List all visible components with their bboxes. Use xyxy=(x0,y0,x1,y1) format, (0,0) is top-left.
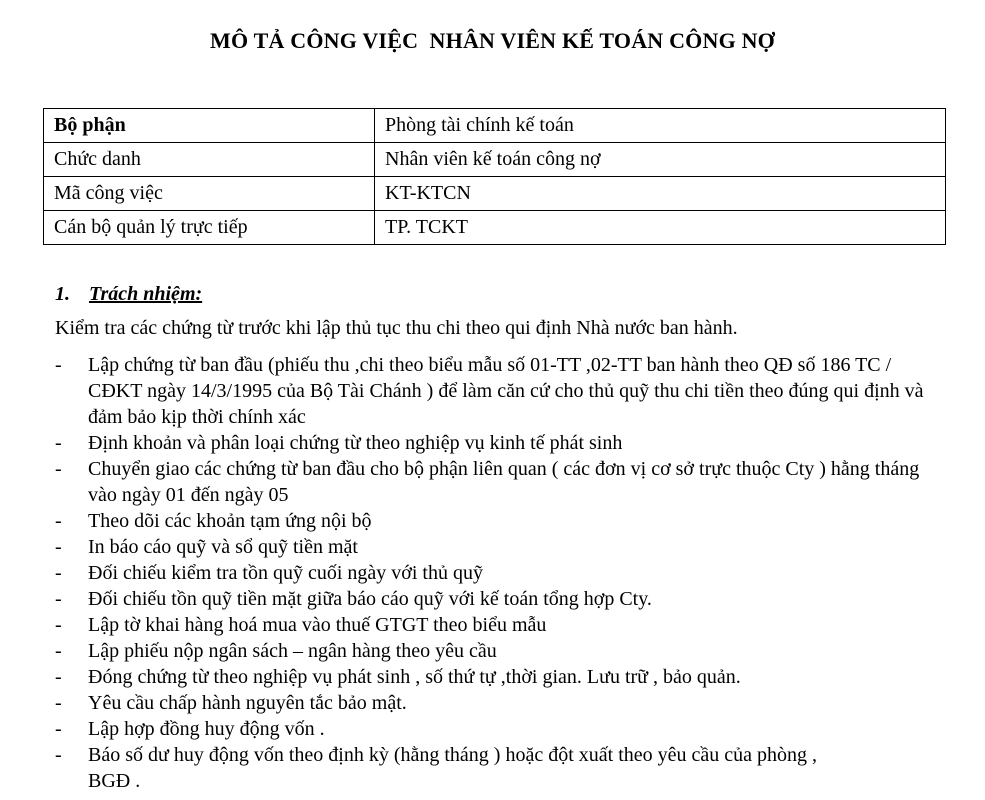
list-item-text: Theo dõi các khoản tạm ứng nội bộ xyxy=(88,510,372,532)
dash-bullet: - xyxy=(55,692,62,714)
table-row xyxy=(44,177,946,211)
duties-list xyxy=(55,352,945,794)
table-row xyxy=(44,211,946,245)
list-item-text: Đóng chứng từ theo nghiệp vụ phát sinh , số thứ tự ,thời gian. Lưu trữ , bảo quản. xyxy=(88,666,741,688)
list-item xyxy=(55,534,945,560)
list-item xyxy=(55,612,945,638)
section-intro: Kiểm tra các chứng từ trước khi lập thủ tục thu chi theo qui định Nhà nước ban hành. xyxy=(55,317,738,339)
page-title: MÔ TẢ CÔNG VIỆC NHÂN VIÊN KẾ TOÁN CÔNG NỢ xyxy=(210,28,775,53)
list-item xyxy=(55,586,945,612)
table-row xyxy=(44,143,946,177)
list-item-text: Chuyển giao các chứng từ ban đầu cho bộ phận liên quan ( các đơn vị cơ sở trực thuộc Cty ) hằng tháng vào ngày 01 đến ngày 05 xyxy=(88,458,920,506)
list-item-text: In báo cáo quỹ và sổ quỹ tiền mặt xyxy=(88,536,358,558)
list-item xyxy=(55,638,945,664)
position-value: Nhân viên kế toán công nợ xyxy=(375,143,946,177)
section-heading xyxy=(55,283,202,306)
list-item-text: Đối chiếu tồn quỹ tiền mặt giữa báo cáo quỹ với kế toán tổng hợp Cty. xyxy=(88,588,652,610)
list-item xyxy=(55,352,945,430)
dash-bullet: - xyxy=(55,458,62,480)
list-item xyxy=(55,690,945,716)
department-value: Phòng tài chính kế toán xyxy=(375,109,946,143)
list-item xyxy=(55,716,945,742)
list-item-text: Yêu cầu chấp hành nguyên tắc bảo mật. xyxy=(88,692,407,714)
job-code-label: Mã công việc xyxy=(44,177,375,211)
list-item xyxy=(55,430,945,456)
list-item-text: Lập phiếu nộp ngân sách – ngân hàng theo yêu cầu xyxy=(88,640,497,662)
job-code-value: KT-KTCN xyxy=(375,177,946,211)
dash-bullet: - xyxy=(55,588,62,610)
list-item xyxy=(55,664,945,690)
list-item-text: Định khoản và phân loại chứng từ theo nghiệp vụ kinh tế phát sinh xyxy=(88,432,623,454)
dash-bullet: - xyxy=(55,432,62,454)
dash-bullet: - xyxy=(55,744,62,766)
department-label: Bộ phận xyxy=(44,109,375,143)
list-item xyxy=(55,456,945,508)
job-info-table xyxy=(43,108,946,245)
table-row xyxy=(44,109,946,143)
dash-bullet: - xyxy=(55,614,62,636)
dash-bullet: - xyxy=(55,510,62,532)
section-title: Trách nhiệm: xyxy=(89,283,203,305)
list-item-text: Lập tờ khai hàng hoá mua vào thuế GTGT theo biểu mẫu xyxy=(88,614,547,636)
list-item-text: Lập hợp đồng huy động vốn . xyxy=(88,718,325,740)
section-number: 1. xyxy=(55,283,70,305)
list-item xyxy=(55,508,945,534)
dash-bullet: - xyxy=(55,562,62,584)
list-item xyxy=(55,560,945,586)
dash-bullet: - xyxy=(55,536,62,558)
dash-bullet: - xyxy=(55,354,62,376)
direct-manager-label: Cán bộ quản lý trực tiếp xyxy=(44,211,375,245)
direct-manager-value: TP. TCKT xyxy=(375,211,946,245)
list-item-text: Đối chiếu kiểm tra tồn quỹ cuối ngày với thủ quỹ xyxy=(88,562,483,584)
dash-bullet: - xyxy=(55,666,62,688)
dash-bullet: - xyxy=(55,640,62,662)
position-label: Chức danh xyxy=(44,143,375,177)
list-item-text: Lập chứng từ ban đầu (phiếu thu ,chi theo biểu mẫu số 01-TT ,02-TT ban hành theo QĐ số 186 TC / CĐKT ngày 14/3/1995 của Bộ Tài Chánh ) để làm căn cứ cho thủ quỹ thu chi tiền theo đúng qui định và đảm bảo kịp thời chính xác xyxy=(88,354,924,428)
list-item-text: Báo số dư huy động vốn theo định kỳ (hằng tháng ) hoặc đột xuất theo yêu cầu của phòng , BGĐ . xyxy=(88,744,818,792)
dash-bullet: - xyxy=(55,718,62,740)
list-item xyxy=(55,742,945,794)
